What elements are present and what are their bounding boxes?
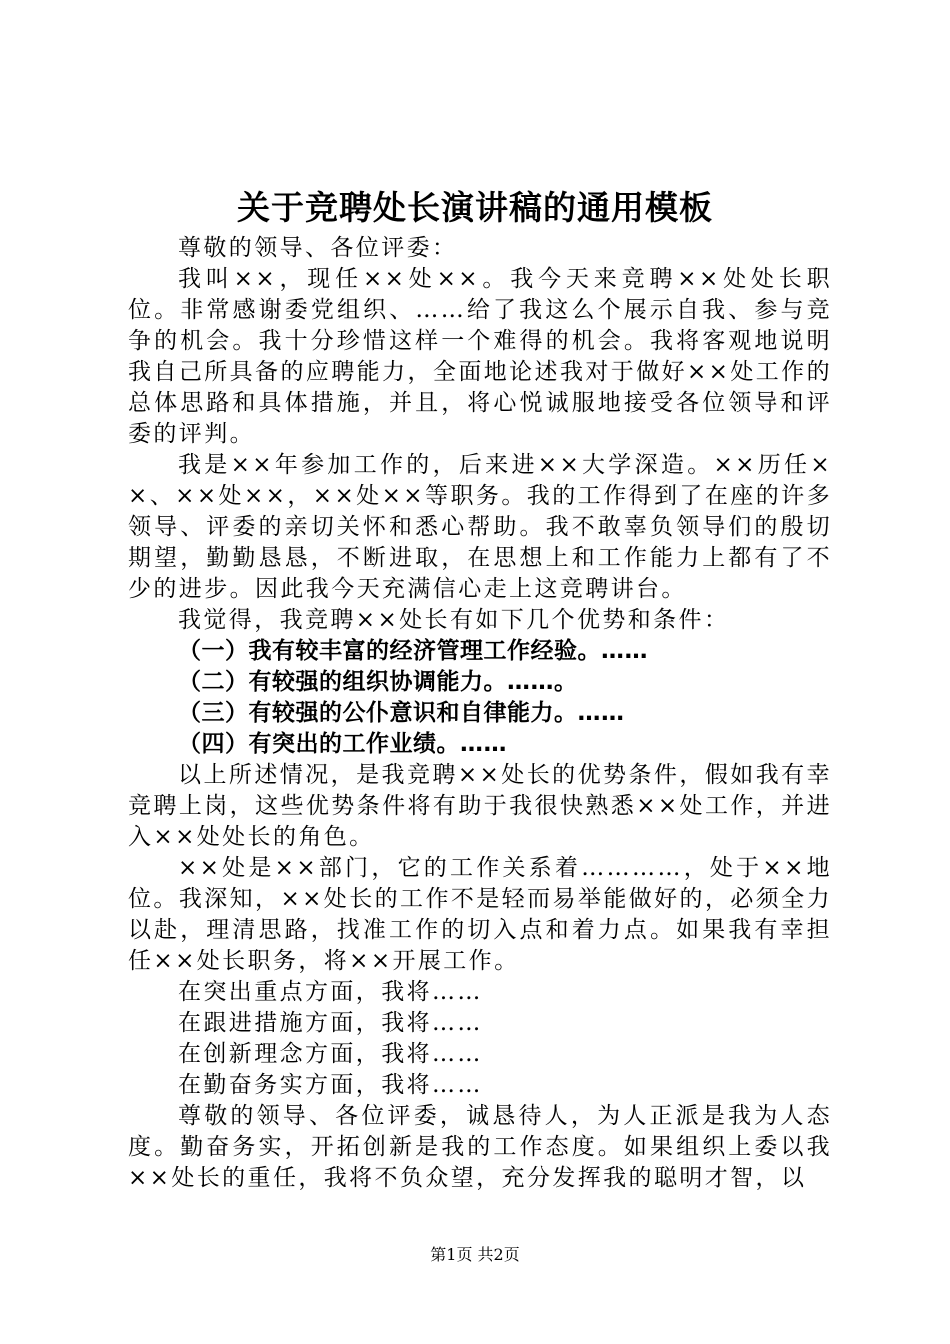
advantage-item-3: （三）有较强的公仆意识和自律能力。……	[178, 700, 625, 726]
plan-item-diligence: 在勤奋务实方面，我将……	[178, 1072, 483, 1098]
document-body	[128, 233, 832, 1194]
page-number: 第1页 共2页	[430, 1245, 520, 1264]
advantages-lead-paragraph: 我觉得，我竞聘××处长有如下几个优势和条件：	[178, 607, 730, 633]
experience-paragraph: 我是××年参加工作的，后来进××大学深造。××历任××、××处××，××处××等职务。我的工作得到了在座的许多领导、评委的亲切关怀和悉心帮助。我不敢辜负领导们的殷切期望，勤勤恳恳，不断进取，在思想上和工作能力上都有了不少的进步。因此我今天充满信心走上这竞聘讲台。	[128, 452, 832, 602]
plan-item-focus: 在突出重点方面，我将……	[178, 979, 483, 1005]
department-paragraph: ××处是××部门，它的工作关系着…………，处于××地位。我深知，××处长的工作不是轻而易举能做好的，必须全力以赴，理清思路，找准工作的切入点和着力点。如果我有幸担任××处长职务，将××开展工作。	[128, 855, 832, 974]
closing-paragraph: 尊敬的领导、各位评委，诚恳待人，为人正派是我为人态度。勤奋务实，开拓创新是我的工作态度。如果组织上委以我××处长的重任，我将不负众望，充分发挥我的聪明才智，以	[128, 1103, 832, 1191]
advantage-item-2: （二）有较强的组织协调能力。……。	[178, 669, 578, 695]
advantage-item-4: （四）有突出的工作业绩。……	[178, 731, 507, 757]
intro-paragraph: 我叫××，现任××处××。我今天来竞聘××处处长职位。非常感谢委党组织、……给了我这么个展示自我、参与竞争的机会。我十分珍惜这样一个难得的机会。我将客观地说明我自己所具备的应聘能力，全面地论述我对于做好××处工作的总体思路和具体措施，并且，将心悦诚服地接受各位领导和评委的评判。	[128, 266, 832, 447]
salutation-paragraph: 尊敬的领导、各位评委：	[178, 235, 458, 261]
summary-paragraph: 以上所述情况，是我竞聘××处长的优势条件，假如我有幸竞聘上岗，这些优势条件将有助于我很快熟悉××处工作，并进入××处处长的角色。	[128, 762, 832, 850]
document-title: 关于竞聘处长演讲稿的通用模板	[237, 188, 713, 227]
plan-item-measures: 在跟进措施方面，我将……	[178, 1010, 483, 1036]
advantage-item-1: （一）我有较丰富的经济管理工作经验。……	[178, 638, 648, 664]
plan-item-innovation: 在创新理念方面，我将……	[178, 1041, 483, 1067]
